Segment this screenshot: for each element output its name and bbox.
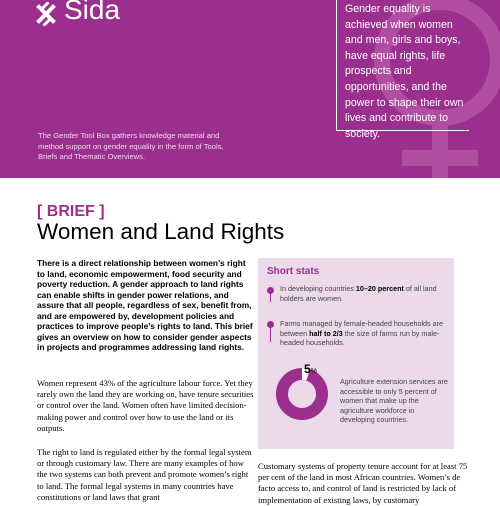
- donut-caption: Agriculture extension services are accessible to only 5 percent of women that make up the agriculture workforce in developing countries.: [340, 377, 448, 425]
- body-paragraph-3: Customary systems of property tenure account for at least 75 per cent of the land in most African countries. Women’s de facto access to, and control of land is restricted by lack of implementation of existing laws, by customary: [258, 461, 468, 505]
- sida-logo-icon: [34, 2, 58, 26]
- lead-paragraph: There is a direct relationship between women’s right to land, economic empowerment, food security and poverty reduction. A gender approach to land rights can enable shifts in gender power relations, and assure that all people, regardless of sex, benefit from, and are empowered by, development policies and practices to improve people’s rights to land. This brief gives an overview on how to consider gender aspects in projects and programmes addressing land rights.: [37, 258, 253, 352]
- gender-equality-quote: Gender equality is achieved when women and men, girls and boys, have equal rights, life prospects and opportunities, and the power to shape their own lives and contribute to society.: [345, 3, 464, 140]
- donut-percent: 5%: [304, 362, 317, 376]
- brief-label: [ BRIEF ]: [37, 203, 105, 220]
- logo-text: Sida: [64, 0, 121, 25]
- body-paragraph-2: The right to land is regulated either by the formal legal system or through customary law. There are many examples of how the two systems can both prevent and promote women’s right to land. The formal legal systems in many countries have constitutions or land laws that grant: [37, 447, 252, 502]
- toolbox-intro: The Gender Tool Box gathers knowledge material and method support on gender equality in the form of Tools, Briefs and Thematic Overviews.: [38, 131, 224, 161]
- short-stats-panel: [258, 258, 454, 449]
- body-paragraph-1: Women represent 43% of the agriculture labour force. Yet they rarely own the land they are working on, have tenure securities or control over the land. Women often have limited decision-making power and control over how to use the land or its outputs.: [37, 378, 254, 433]
- short-stats-heading: Short stats: [267, 266, 320, 277]
- extension-services-donut: [274, 366, 330, 422]
- page-title: Women and Land Rights: [37, 219, 285, 244]
- stat-landholders: In developing countries 10–20 percent of all land holders are women.: [280, 284, 437, 303]
- header-banner: [0, 0, 500, 178]
- stat-farm-size: Farms managed by female-headed households are between half to 2/3 the size of farms run by male-headed households.: [280, 319, 444, 348]
